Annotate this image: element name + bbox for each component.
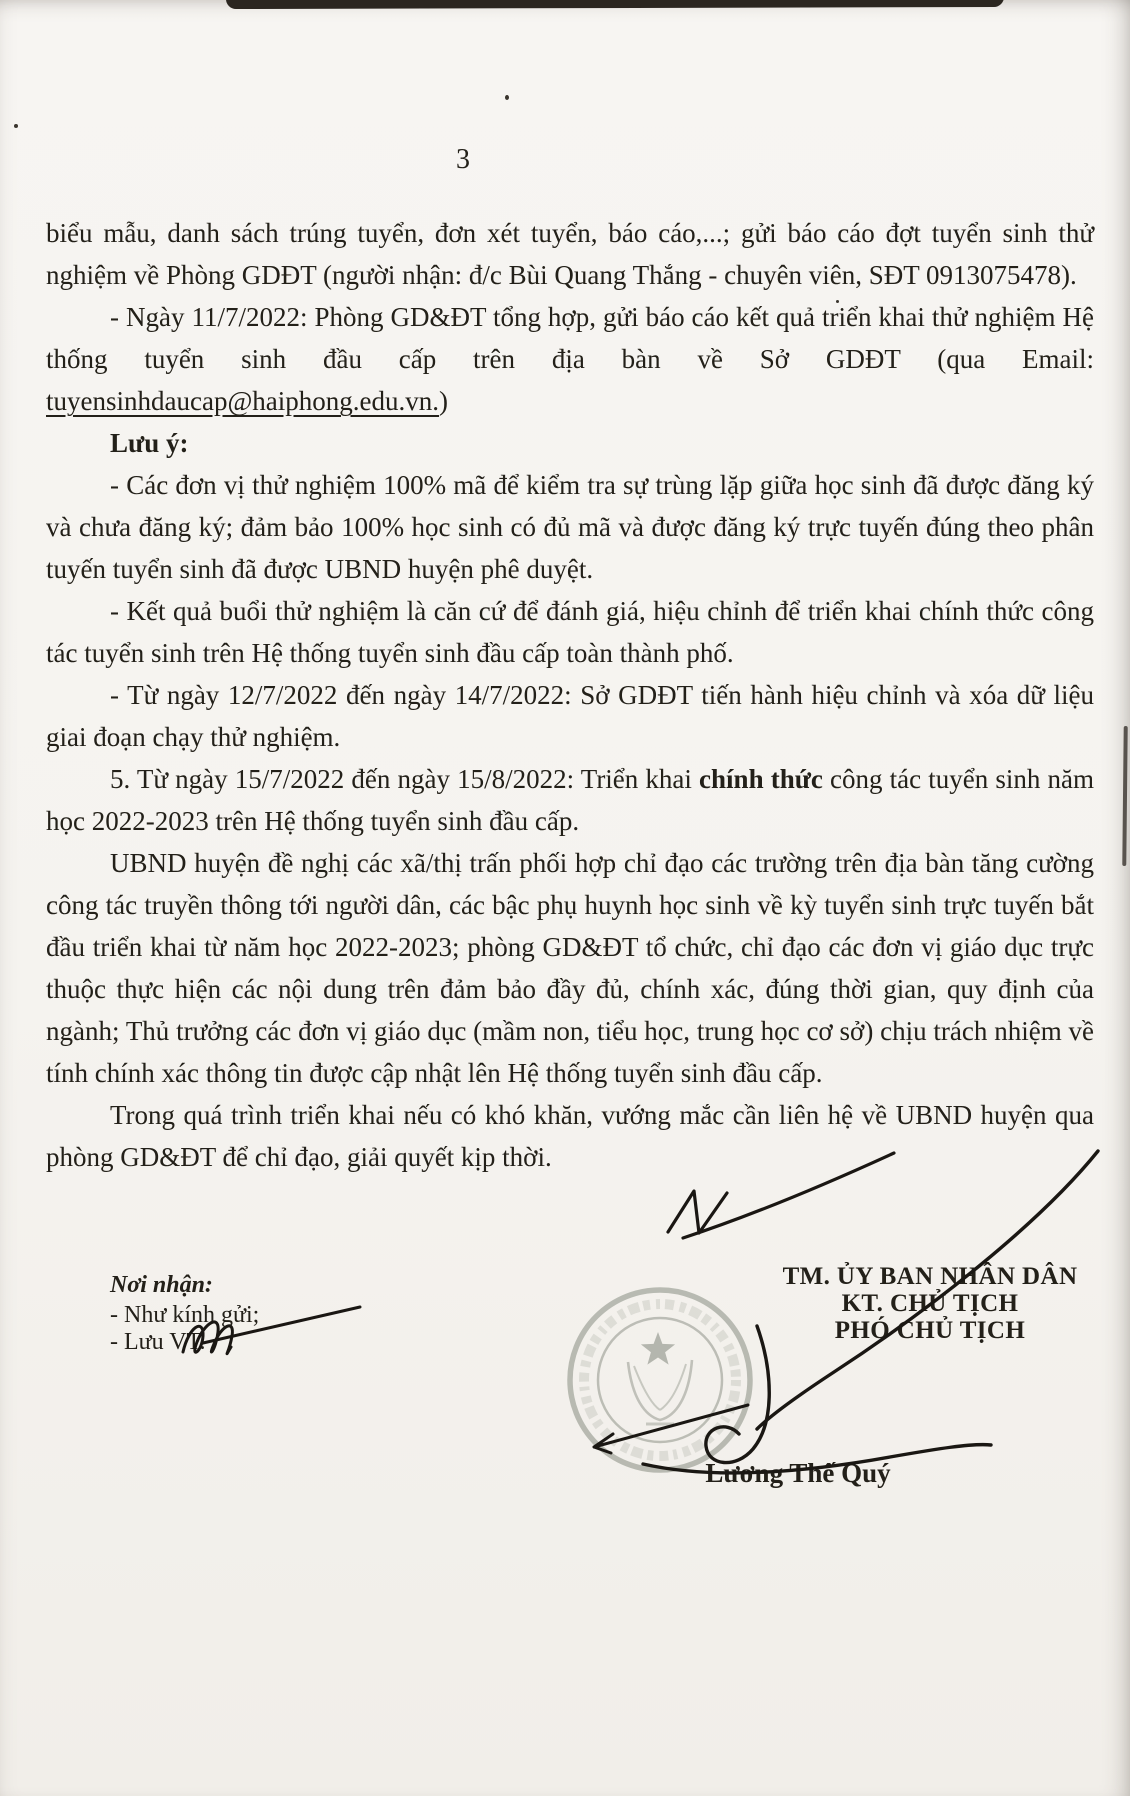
recipients-block [110,1272,259,1356]
scan-speck [505,95,509,100]
text-segment: - Từ ngày 12/7/2022 đến ngày 14/7/2022: Sở GDĐT tiến hành hiệu chỉnh và xóa dữ liệu giai đoạn chạy thử nghiệm. [46,680,1094,752]
signer-name: Lương Thế Quý [705,1458,891,1488]
text-segment: công tác tuyển sinh năm học 2022-2023 trên Hệ thống tuyển sinh đầu cấp. [46,764,1094,836]
page-number: 3 [456,144,470,175]
text-segment: Trong quá trình triển khai nếu có khó khăn, vướng mắc cần liên hệ về UBND huyện qua phòng GD&ĐT để chỉ đạo, giải quyết kịp thời. [46,1100,1094,1172]
scan-speck [14,124,18,128]
text-segment: ) [439,386,449,416]
body-paragraph [46,296,1094,422]
recipient-item: - Lưu VT. [110,1329,206,1355]
text-segment: 5. Từ ngày 15/7/2022 đến ngày 15/8/2022: Triển khai [110,764,700,794]
text-segment: - Ngày 11/7/2022: Phòng GD&ĐT tổng hợp, gửi báo cáo kết quả triển khai thử nghiệm Hệ thống tuyển sinh đầu cấp trên địa bàn về Sở GDĐT (qua Email: [46,302,1094,374]
text-segment: UBND huyện đề nghị các xã/thị trấn phối hợp chỉ đạo các trường trên địa bàn tăng cường công tác truyền thông tới người dân, các bậc phụ huynh học sinh về kỳ tuyển sinh trực tuyến bắt đầu triển khai từ năm học 2022-2023; phòng GD&ĐT tổ chức, chỉ đạo các đơn vị giáo dục trực thuộc thực hiện các nội dung trên đảm bảo đầy đủ, chính xác, đúng thời gian, quy định của ngành; Thủ trưởng các đơn vị giáo dục (mầm non, tiểu học, trung học cơ sở) chịu trách nhiệm về tính chính xác thông tin được cập nhật lên Hệ thống tuyển sinh đầu cấp. [46,848,1094,1088]
recipients-title: Nơi nhận: [110,1272,213,1298]
text-segment: biểu mẫu, danh sách trúng tuyển, đơn xét tuyển, báo cáo,...; gửi báo cáo đợt tuyển sinh thử nghiệm về Phòng GDĐT (người nhận: đ/c Bùi Quang Thắng - chuyên viên, SĐT 0913075478). [46,218,1094,290]
signature-heading-block [742,1263,1118,1344]
stamp-star-icon [641,1332,675,1365]
body-paragraph [46,1094,1094,1178]
text-segment: chính thức [699,764,823,794]
body-paragraph [46,674,1094,758]
body-paragraph [46,422,1094,464]
email-text: tuyensinhdaucap@haiphong.edu.vn. [46,386,440,416]
official-stamp-icon [570,1290,750,1470]
scan-artifact-top-edge [226,0,1004,9]
scan-artifact-right-edge [1122,726,1127,866]
body-paragraph [46,212,1094,296]
body-paragraph [46,842,1094,1094]
text-segment: - Các đơn vị thử nghiệm 100% mã để kiểm tra sự trùng lặp giữa học sinh đã được đăng ký và chưa đăng ký; đảm bảo 100% học sinh có đủ mã và được đăng ký trực tuyến đúng theo phân tuyến tuyển sinh đã được UBND huyện phê duyệt. [46,470,1094,584]
signature-title-line: PHÓ CHỦ TỊCH [834,1317,1026,1344]
text-segment: - Kết quả buổi thử nghiệm là căn cứ để đánh giá, hiệu chỉnh để triển khai chính thức công tác tuyển sinh trên Hệ thống tuyển sinh đầu cấp toàn thành phố. [46,596,1094,668]
body-paragraph [46,464,1094,590]
body-paragraph [46,590,1094,674]
signature-org-line: TM. ỦY BAN NHÂN DÂN [782,1263,1078,1290]
document-body [46,212,1094,1178]
signature-capacity-line: KT. CHỦ TỊCH [841,1290,1019,1317]
body-paragraph [46,758,1094,842]
text-segment: Lưu ý: [110,428,189,458]
recipient-item: - Như kính gửi; [110,1302,260,1328]
recipients-list [110,1302,259,1356]
